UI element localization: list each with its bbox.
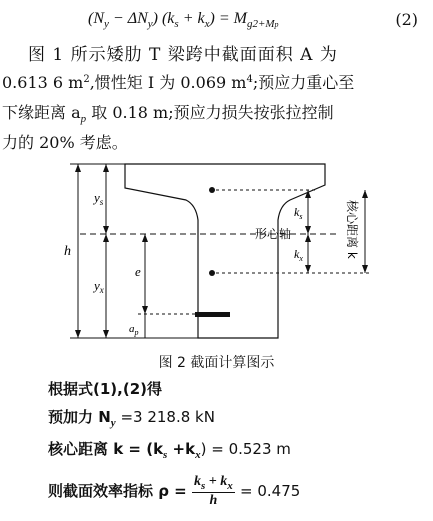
eq-sub: g2+M [246,18,275,30]
paragraph-line-4: 力的 20% 考虑。 [2,133,128,152]
arrow [75,164,81,172]
lower-core-point [209,270,215,276]
arrow [305,265,311,273]
results-line-4 [48,474,300,509]
frac-numerator: $k_s + k_x$ [194,474,233,492]
label-ys: $y_s$ [94,190,104,207]
r4-a: 则截面效率指标 ρ = [48,482,187,500]
r3-c: ) = 0.523 m [200,440,291,458]
arrow [103,234,109,242]
r4-b: = 0.475 [240,482,301,500]
arrow [362,265,368,273]
results-line-1: 根据式(1),(2)得 [48,380,162,398]
r2-a: 预加力 N [48,408,111,426]
label-kx: $k_x$ [294,247,303,263]
eq-sub: s [174,18,179,30]
paragraph-line-1: 图 1 所示矮肋 T 梁跨中截面面积 A 为 [28,45,338,65]
eq-term: ) (k [152,10,175,27]
results-line-2 [48,406,215,429]
p3-a: 下缘距离 a [2,103,81,122]
equation-2 [88,8,279,30]
arrow [362,190,368,198]
label-h: h [64,244,71,259]
eq-term: + k [178,10,205,27]
p2-a: 0.613 6 m [2,73,84,92]
figure-caption: 图 2 截面计算图示 [158,355,275,371]
p2-b: ,惯性矩 I 为 0.069 m [89,73,247,92]
eq-term: − ΔN [108,10,148,27]
eq-term: (N [88,10,104,27]
r2-b: =3 218.8 kN [115,408,215,426]
arrow [305,226,311,234]
frac-denominator: h [209,493,218,508]
label-e: e [135,264,141,279]
results-line-3 [48,438,291,461]
p2-sup: 2 [83,74,90,85]
efficiency-fraction [192,474,235,509]
p2-c: ;预应力重心至 [252,73,355,92]
section-diagram [40,160,420,350]
r3-sub1: s [163,449,168,461]
r3-b: +k [167,440,196,458]
r3-sub2: x [195,449,201,461]
p3-b: 取 0.18 m;预应力损失按张拉控制 [86,103,334,122]
arrow [142,234,148,242]
eq-sub: p [274,20,279,29]
equation-number: (2) [395,10,418,29]
arrow [142,306,148,314]
eq-sub: y [104,18,109,30]
eq-sub: y [147,18,153,30]
eq-sub: x [204,18,210,30]
upper-core-point [209,187,215,193]
paragraph-line-3 [2,100,334,125]
arrow [305,234,311,242]
p2-sup2: 4 [246,74,253,85]
arrow [103,330,109,338]
arrow [103,164,109,172]
prestress-tendon [195,312,230,317]
arrow [103,226,109,234]
label-core-distance: 核心距离 k [345,200,359,259]
p3-sub: p [80,113,87,125]
label-ks: $k_s$ [294,205,303,221]
label-centroid-axis: 形心轴 [255,227,292,241]
r2-sub: y [110,417,116,429]
r3-a: 核心距离 k = (k [48,440,164,458]
arrow [75,330,81,338]
eq-term: ) = M [209,10,247,27]
label-yx: $y_x$ [94,278,104,295]
paragraph-line-2 [2,70,354,93]
label-ap: $a_p$ [129,323,139,337]
